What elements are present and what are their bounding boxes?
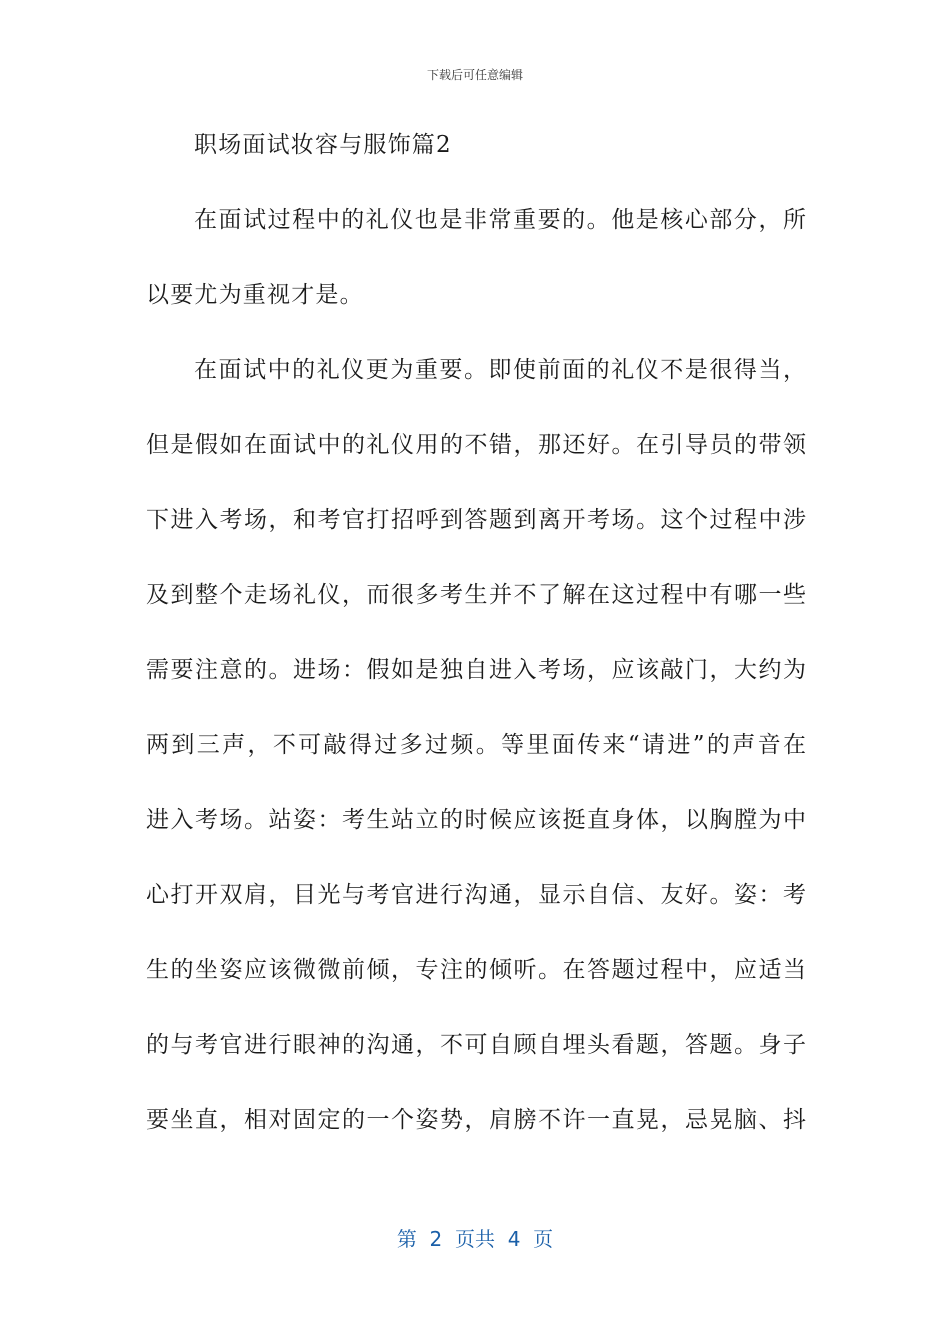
paragraph-line: 两到三声，不可敲得过多过频。等里面传来“请进”的声音在	[146, 732, 806, 758]
page-number-footer: 第 2 页共 4 页	[396, 1227, 554, 1251]
paragraph-line: 心打开双肩，目光与考官进行沟通，显示自信、友好。姿：考	[146, 882, 806, 908]
paragraph-line: 在面试中的礼仪更为重要。即使前面的礼仪不是很得当，	[194, 357, 806, 383]
paragraph-line: 以要尤为重视才是。	[146, 282, 364, 308]
paragraph-line: 生的坐姿应该微微前倾，专注的倾听。在答题过程中，应适当	[146, 957, 806, 983]
paragraph-line: 进入考场。站姿：考生站立的时候应该挺直身体，以胸膛为中	[146, 807, 806, 833]
paragraph-line: 下进入考场，和考官打招呼到答题到离开考场。这个过程中涉	[146, 507, 806, 533]
page-header: 下载后可任意编辑	[426, 68, 523, 82]
paragraph-line: 但是假如在面试中的礼仪用的不错，那还好。在引导员的带领	[146, 432, 806, 458]
paragraph-line: 的与考官进行眼神的沟通，不可自顾自埋头看题，答题。身子	[146, 1032, 806, 1058]
paragraph-line: 要坐直，相对固定的一个姿势，肩膀不许一直晃，忌晃脑、抖	[146, 1107, 806, 1133]
paragraph-line: 需要注意的。进场：假如是独自进入考场，应该敲门，大约为	[146, 657, 806, 683]
paragraph-line: 在面试过程中的礼仪也是非常重要的。他是核心部分，所	[194, 207, 806, 233]
paragraph-line: 及到整个走场礼仪，而很多考生并不了解在这过程中有哪一些	[146, 582, 806, 608]
section-title: 职场面试妆容与服饰篇2	[194, 132, 452, 158]
